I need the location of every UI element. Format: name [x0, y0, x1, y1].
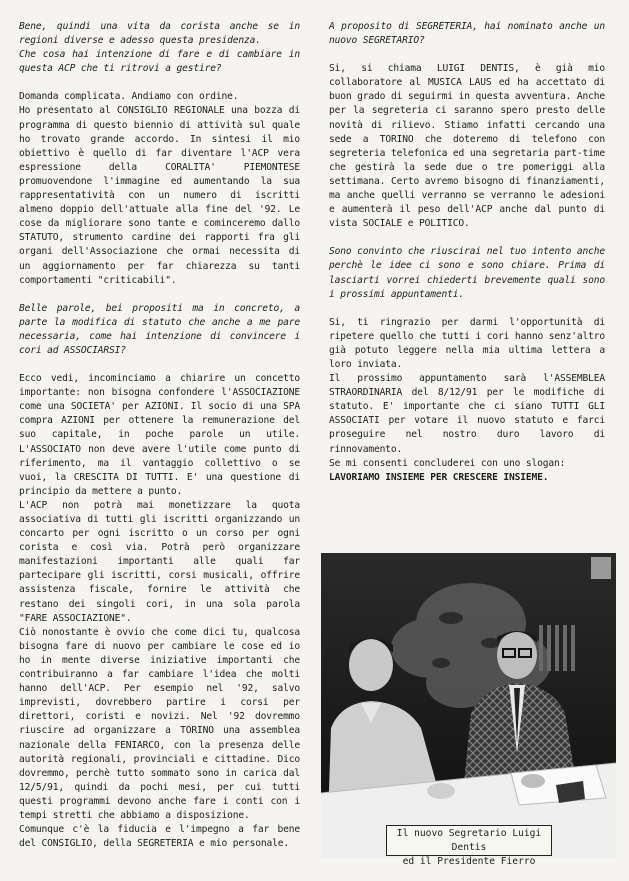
left-text-column — [19, 20, 300, 865]
right-text-column — [329, 20, 605, 485]
interview-answer: Si, ti ringrazio per darmi l'opportunità di ripetere quello che tutti i cori hanno senz'altro già potuto leggere nella mia ultima lettera a loro inviata. Il prossimo appuntamento sarà l'ASSEMBLEA STRAORDINARIA del 8/12/91 per le modifiche di statuto. E' importante che ci siano TUTTI GLI ASSOCIATI per votare il nuovo statuto e farci proseguire nel nostro duro lavoro di rinnovamento. Se mi consenti concluderei con uno slogan: — [329, 316, 605, 469]
photo-secretary-and-president — [321, 553, 616, 858]
photo-caption-line: Il nuovo Segretario Luigi Dentis — [396, 828, 542, 853]
interview-question: Bene, quindi una vita da corista anche se in regioni diverse e adesso questa presidenza. Che cosa hai intenzione di fare e di cambiare in questa ACP che ti ritrovi a gestire? — [19, 21, 300, 75]
interview-question: Sono convinto che riuscirai nel tuo intento anche perchè le idee ci sono e sono chiare. Prima di lasciarti vorrei chiederti brevemente quali sono i prossimi appuntamenti. — [329, 246, 605, 300]
interview-question: A proposito di SEGRETERIA, hai nominato anche un nuovo SEGRETARIO? — [329, 21, 605, 47]
interview-answer: Domanda complicata. Andiamo con ordine. Ho presentato al CONSIGLIO REGIONALE una bozza di programma di questo biennio di attività sul quale ho trovato grande accordo. In sintesi il mio obiettivo è quello di far diventare l'ACP vera espressione della CORALITA' PIEMONTESE promuovendone l'immagine ed aumentando la sua rappresentatività con un numero di iscritti almeno doppio dell'attuale alla fine del '92. Le cose da migliorare sono tante e cominceremo dallo STATUTO, strumento cardine dei rapporti fra gli organi dell'Associazione che ormai necessita di un aggiornamento per far chiarezza su tanti comportamenti "criticabili". — [19, 91, 300, 286]
interview-answer: Ecco vedi, incominciamo a chiarire un concetto importante: non bisogna confondere l'ASSOCIAZIONE come una SOCIETA' per AZIONI. Il socio di una SPA compra AZIONI per ottenere la remunerazione del suo capitale, in poche parole un utile. L'ASSOCIATO non deve avere l'utile come punto di riferimento, ma il vantaggio collettivo o se vuoi, la CRESCITA DI TUTTI. E' una questione di principio da mettere a punto. L'ACP non potrà mai monetizzare la quota associativa di tutti gli iscritti organizzando un concarto per ogni iscritto o un corso per ogni corista e così via. Potrà però organizzare manifestazioni importanti alle quali far partecipare gli iscritti, corsi musicali, offrire assistenza fiscale, fornire le attività che restano dei singoli cori, in una sola parola "FARE ASSOCIAZIONE". Ciò nonostante è ovvio che come dici tu, qualcosa bisogna fare di nuovo per cambiare le cose ed io ho in mente diverse iniziative importanti che contribuiranno a far cambiare l'idea che molti hanno dell'ACP. Per esempio nel '92, salvo imprevisti, dovrebbero partire i corsi per direttori, coristi e novizi. Nel '92 dovremmo riuscire ad organizzare a TORINO una assemblea nazionale della FENIARCO, con la presenza delle autorità regionali, provinciali e cittadine. Dico dovremmo, perchè tutto sommato sono in carica dal 12/5/91, quindi da pochi mesi, per cui tutti questi programmi devono anche fare i conti con i tempi stretti che abbiamo a disposizione. Comunque c'è la fiducia e l'impegno a far bene del CONSIGLIO, della SEGRETERIA e mio personale. — [19, 373, 300, 850]
interview-answer: Si, si chiama LUIGI DENTIS, è già mio collaboratore al MUSICA LAUS ed ha accettato di buon grado di seguirmi in questa avventura. Anche per la segreteria ci saranno spero presto delle novità di rilievo. Stiamo infatti cercando una sede a TORINO che doteremo di telefono con segreteria telefonica ed una segretaria part-time che gestirà la sede due o tre pomeriggi alla settimana. Certo avremo bisogno di finanziamenti, ma anche quelli verranno se verranno le adesioni e aumenterà il peso dell'ACP anche dal punto di vista SOCIALE e POLITICO. — [329, 63, 605, 230]
photo-illustration — [321, 553, 616, 858]
closing-slogan: LAVORIAMO INSIEME PER CRESCERE INSIEME. — [329, 471, 549, 483]
photo-caption-line: ed il Presidente Fierro — [402, 856, 536, 867]
interview-question: Belle parole, bei propositi ma in concreto, a parte la modifica di statuto che anche a me pare necessaria, come hai intenzione di convincere i cori ad ASSOCIARSI? — [19, 302, 300, 356]
photo-caption — [386, 825, 552, 867]
